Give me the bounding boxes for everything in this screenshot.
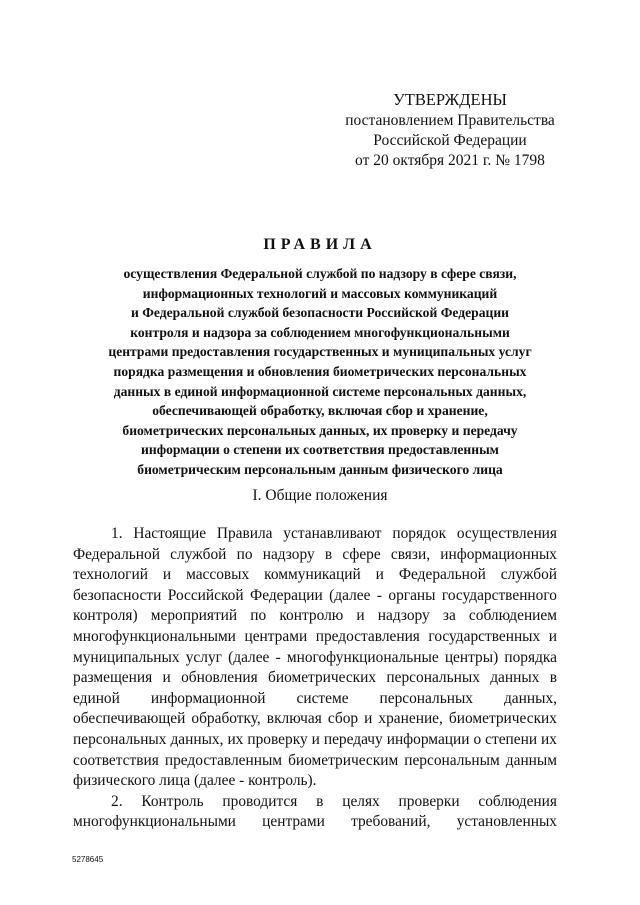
approval-line: постановлением Правительства xyxy=(345,112,555,129)
subtitle-line: информационных технологий и массовых коммуникаций xyxy=(142,285,498,301)
approval-line: от 20 октября 2021 г. № 1798 xyxy=(355,152,545,169)
subtitle-line: и Федеральной службой безопасности Российской Федерации xyxy=(131,305,509,321)
approval-block xyxy=(330,90,570,171)
section-heading: I. Общие положения xyxy=(252,487,388,504)
subtitle-line: контроля и надзора за соблюдением многофункциональными xyxy=(130,324,510,340)
approval-line: Российской Федерации xyxy=(373,132,527,149)
subtitle-line: биометрическим персональным данным физического лица xyxy=(137,461,503,477)
subtitle-line: данных в единой информационной системе персональных данных, xyxy=(113,383,527,399)
paragraph-1: 1. Настоящие Правила устанавливают порядок осуществления Федеральной службой по надзору в сфере связи, информационных технологий и массовых коммуникаций и Федеральной службой безопасности Российской Федерации (далее - органы государственного контроля) мероприятий по контролю и надзору за соблюдением многофункциональными центрами предоставления государственных и муниципальных услуг (далее - многофункциональные центры) порядка размещения и обновления биометрических персональных данных в единой информационной системе персональных данных, обеспечивающей обработку, включая сбор и хранение, биометрических персональных данных, их проверку и передачу информации о степени их соответствия предоставленным биометрическим персональным данным физического лица (далее - контроль). xyxy=(73,525,557,790)
subtitle-line: центрами предоставления государственных и муниципальных услуг xyxy=(108,344,532,360)
subtitle-line: порядка размещения и обновления биометрических персональных xyxy=(113,363,527,379)
body-text xyxy=(73,524,557,833)
approval-heading: УТВЕРЖДЕНЫ xyxy=(393,90,507,109)
document-code: 5278645 xyxy=(72,855,104,864)
document-subtitle xyxy=(80,264,560,480)
subtitle-line: обеспечивающей обработку, включая сбор и хранение, xyxy=(152,403,488,419)
subtitle-line: информации о степени их соответствия предоставленным xyxy=(141,442,499,458)
subtitle-line: биометрических персональных данных, их проверку и передачу xyxy=(122,422,518,438)
subtitle-line: осуществления Федеральной службой по надзору в сфере связи, xyxy=(123,266,517,281)
paragraph-2: 2. Контроль проводится в целях проверки соблюдения многофункциональными центрами требований, установленных xyxy=(73,792,557,831)
document-title: ПРАВИЛА xyxy=(263,236,377,253)
